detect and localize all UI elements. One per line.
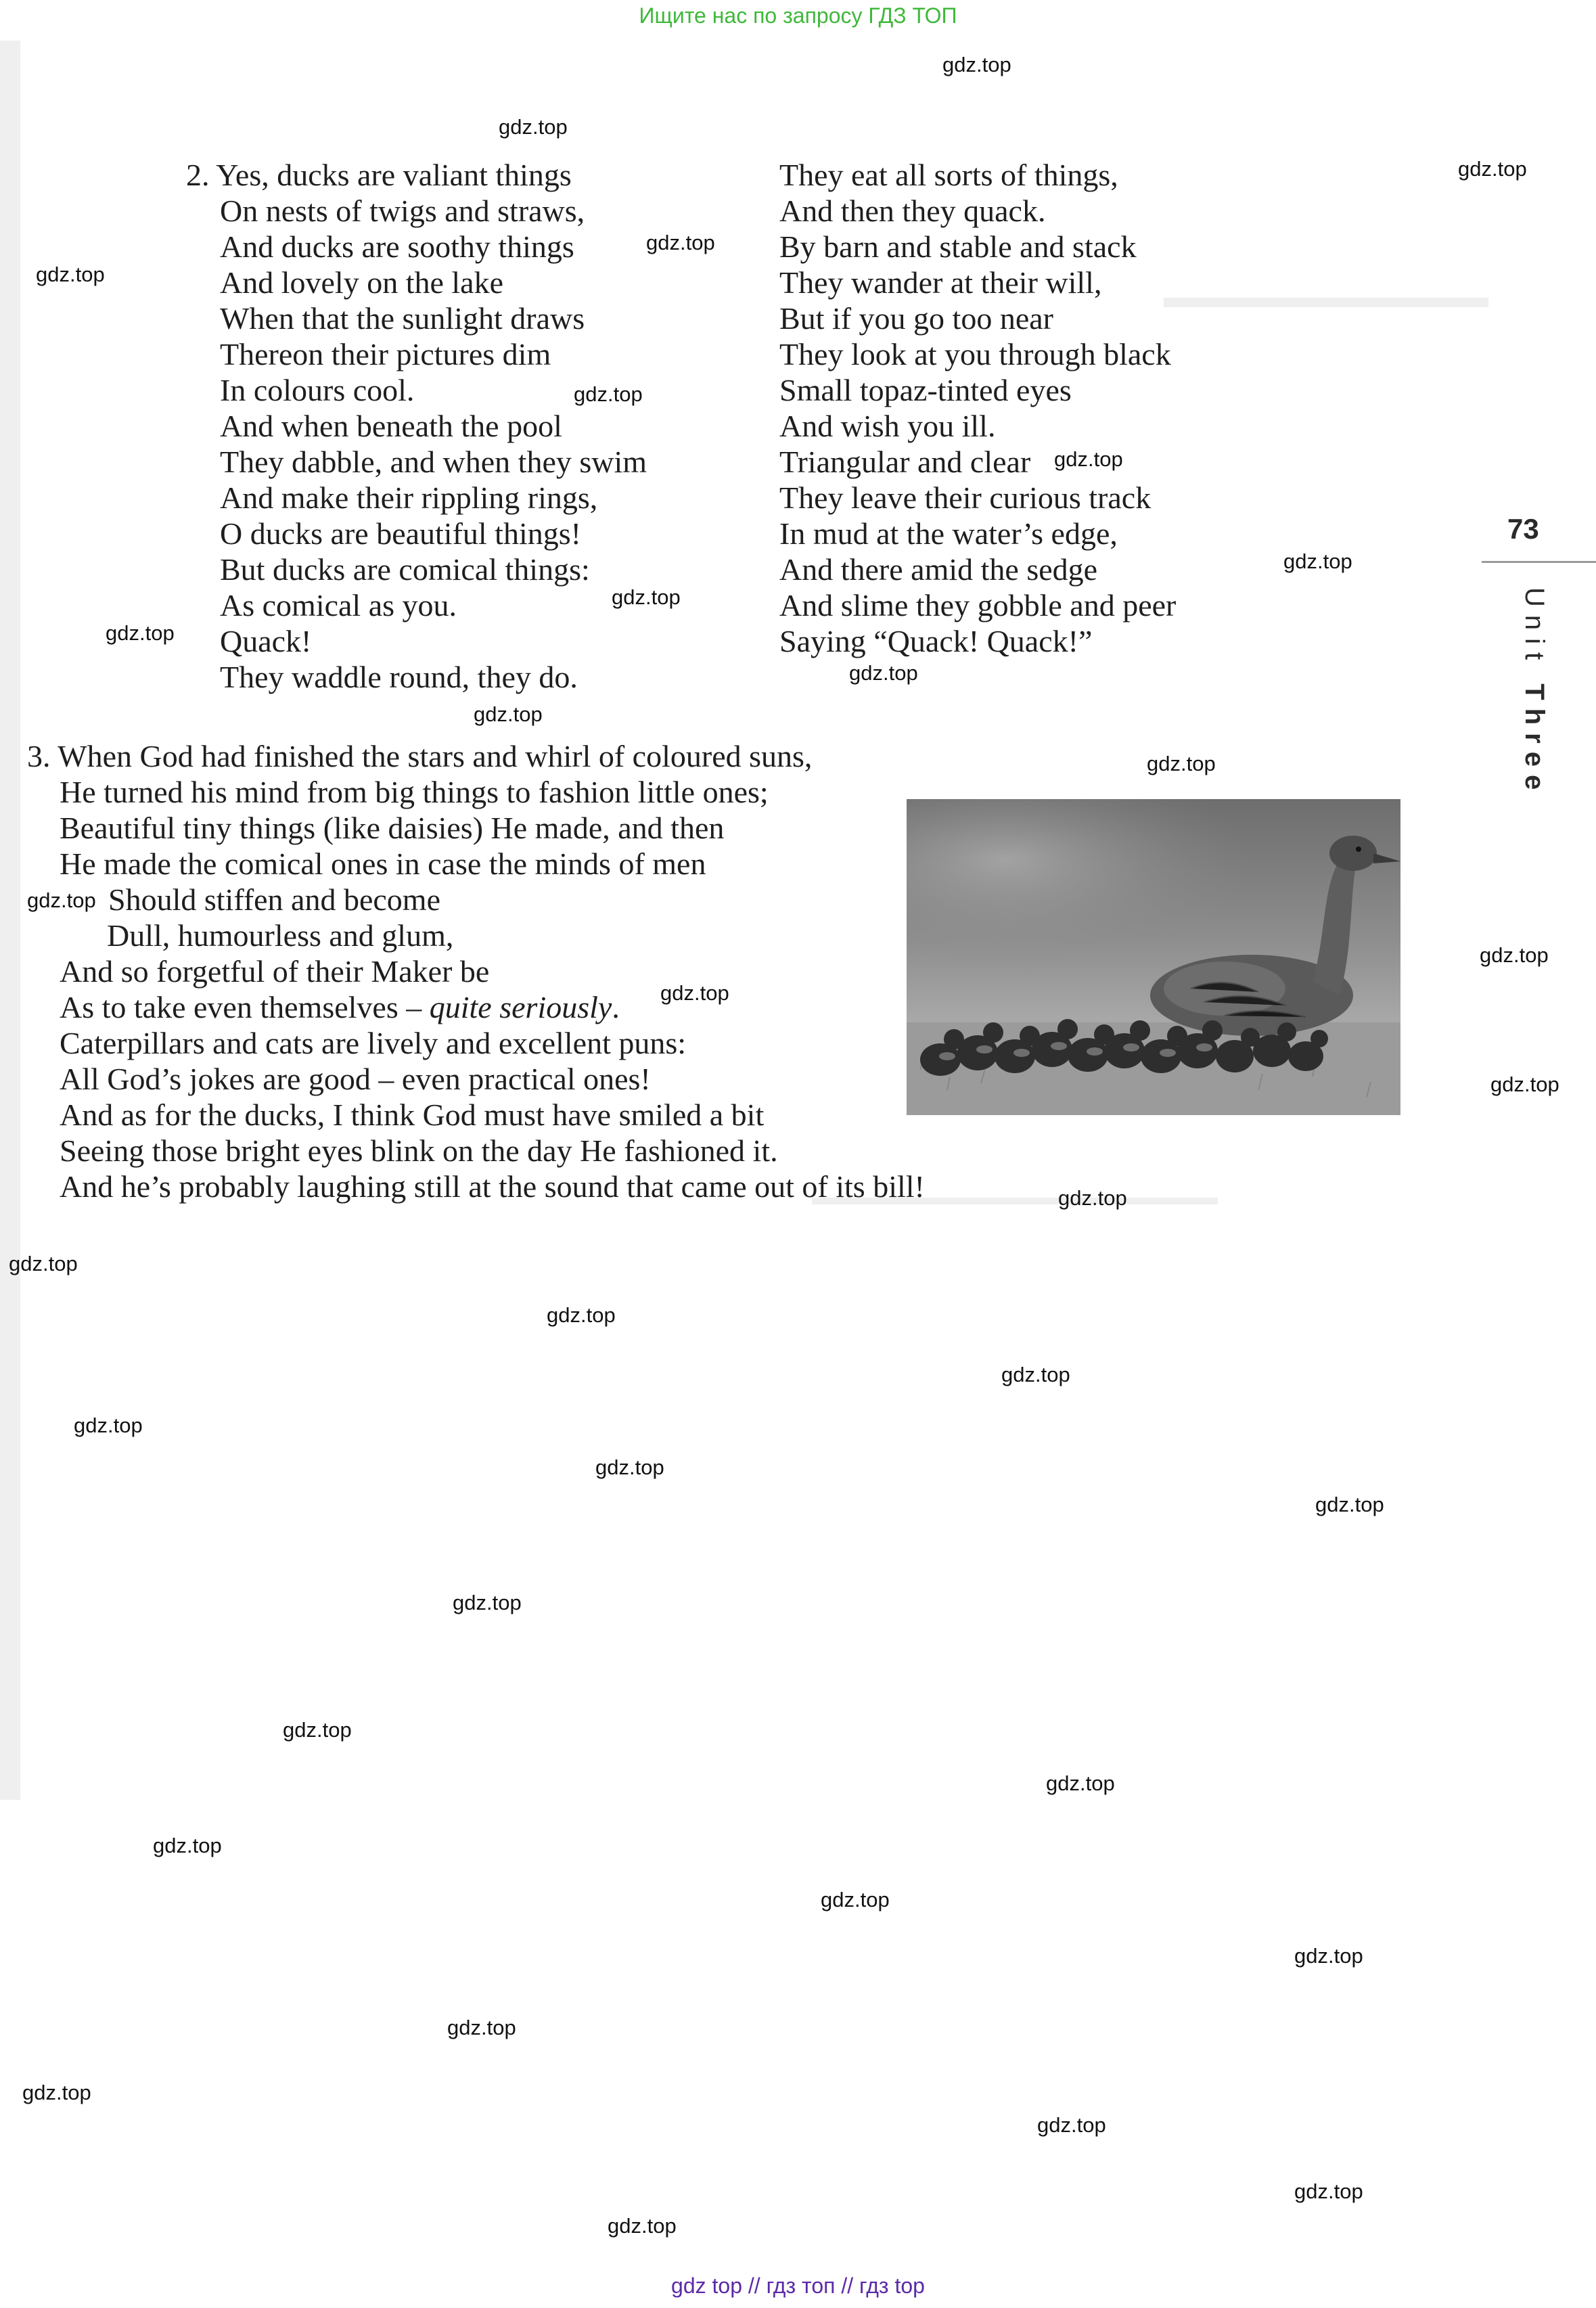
watermark[interactable]: gdz.top: [646, 231, 715, 254]
watermark[interactable]: gdz.top: [283, 1718, 352, 1742]
poem-line: 3. When God had finished the stars and whirl of coloured suns,: [27, 739, 813, 773]
poem-line: He made the comical ones in case the minds of men: [60, 846, 706, 881]
scan-shadow: [1164, 298, 1488, 307]
watermark[interactable]: gdz.top: [595, 1455, 664, 1479]
poem-line: And ducks are soothy things: [220, 229, 574, 264]
poem-line: But if you go too near: [779, 301, 1053, 336]
poem-line: And wish you ill.: [779, 409, 996, 443]
watermark[interactable]: gdz.top: [1490, 1072, 1559, 1096]
poem-2-left-column: [186, 157, 647, 695]
poem-line: And there amid the sedge: [779, 552, 1098, 587]
watermark[interactable]: gdz.top: [447, 2016, 516, 2039]
poem-line: And when beneath the pool: [220, 409, 562, 443]
poem-2-right-column: [779, 157, 1176, 659]
poem-line: He turned his mind from big things to fashion little ones;: [60, 775, 769, 809]
poem-line: And so forgetful of their Maker be: [60, 954, 490, 989]
poem-line: In colours cool.: [220, 373, 415, 407]
unit-label: [1519, 587, 1549, 798]
watermark[interactable]: gdz.top: [1294, 2179, 1363, 2203]
watermark[interactable]: gdz.top: [660, 981, 729, 1005]
poem-line: Quack!: [220, 624, 312, 658]
watermark[interactable]: gdz.top: [608, 2214, 677, 2238]
watermark[interactable]: gdz.top: [1480, 943, 1549, 967]
poem-line: Seeing those bright eyes blink on the day He fashioned it.: [60, 1133, 778, 1168]
watermark[interactable]: gdz.top: [574, 382, 643, 406]
duck-with-ducklings-photo: [907, 799, 1400, 1115]
watermark[interactable]: gdz.top: [106, 621, 175, 645]
watermark[interactable]: gdz.top: [27, 888, 96, 912]
watermark[interactable]: gdz.top: [36, 263, 105, 286]
footer-links[interactable]: gdz top // гдз топ // гдз top: [671, 2273, 925, 2298]
watermark[interactable]: gdz.top: [474, 702, 543, 726]
watermark[interactable]: gdz.top: [1458, 157, 1527, 181]
poem-line: Dull, humourless and glum,: [107, 918, 454, 953]
poem-line: Triangular and clear: [779, 445, 1031, 479]
unit-number: Three: [1520, 683, 1549, 798]
watermark[interactable]: gdz.top: [453, 1591, 522, 1614]
watermark[interactable]: gdz.top: [612, 585, 681, 609]
poem-line: 2. Yes, ducks are valiant things: [186, 158, 572, 192]
poem-line: And then they quack.: [779, 194, 1046, 228]
watermark[interactable]: gdz.top: [849, 661, 918, 685]
poem-line: Should stiffen and become: [108, 882, 440, 917]
watermark[interactable]: gdz.top: [1054, 447, 1123, 471]
poem-line: O ducks are beautiful things!: [220, 516, 581, 551]
italic-phrase: quite seriously: [429, 990, 612, 1024]
watermark[interactable]: gdz.top: [1315, 1493, 1384, 1516]
poem-line: And he’s probably laughing still at the sound that came out of its bill!: [60, 1169, 925, 1204]
poem-line: Thereon their pictures dim: [220, 337, 551, 371]
poem-line: Small topaz-tinted eyes: [779, 373, 1072, 407]
poem-line: They leave their curious track: [779, 480, 1152, 515]
poem-line: They eat all sorts of things,: [779, 158, 1118, 192]
poem-line: And lovely on the lake: [220, 265, 504, 300]
poem-line-text: As to take even themselves –: [60, 990, 422, 1024]
watermark[interactable]: gdz.top: [9, 1252, 78, 1275]
watermark[interactable]: gdz.top: [153, 1834, 222, 1857]
poem-line: In mud at the water’s edge,: [779, 516, 1118, 551]
poem-line: And make their rippling rings,: [220, 480, 598, 515]
poem-line: As comical as you.: [220, 588, 457, 623]
watermark[interactable]: gdz.top: [821, 1888, 890, 1911]
watermark[interactable]: gdz.top: [1147, 752, 1216, 775]
poem-line: When that the sunlight draws: [220, 301, 585, 336]
poem-line: But ducks are comical things:: [220, 552, 590, 587]
watermark[interactable]: gdz.top: [22, 2081, 91, 2104]
poem-line: By barn and stable and stack: [779, 229, 1137, 264]
watermark[interactable]: gdz.top: [547, 1303, 616, 1327]
poem-3: [27, 738, 925, 1204]
watermark[interactable]: gdz.top: [1046, 1771, 1115, 1795]
poem-line: They wander at their will,: [779, 265, 1102, 300]
poem-line: Caterpillars and cats are lively and excellent puns:: [60, 1026, 687, 1060]
poem-line: Beautiful tiny things (like daisies) He made, and then: [60, 811, 725, 845]
poem-line: They waddle round, they do.: [220, 660, 578, 694]
unit-word: Unit: [1520, 587, 1549, 669]
scan-shadow: [0, 41, 20, 1800]
poem-line: All God’s jokes are good – even practical ones!: [60, 1062, 651, 1096]
poem-line: They dabble, and when they swim: [220, 445, 647, 479]
poem-line-end: .: [612, 990, 620, 1024]
page-number: 73: [1507, 513, 1539, 545]
poem-line: [27, 989, 925, 1025]
watermark[interactable]: gdz.top: [499, 115, 568, 139]
poem-line: On nests of twigs and straws,: [220, 194, 585, 228]
watermark[interactable]: gdz.top: [1058, 1186, 1127, 1210]
poem-line: They look at you through black: [779, 337, 1171, 371]
watermark[interactable]: gdz.top: [1037, 2113, 1106, 2137]
watermark[interactable]: gdz.top: [942, 53, 1011, 76]
poem-line: And as for the ducks, I think God must have smiled a bit: [60, 1098, 765, 1132]
watermark[interactable]: gdz.top: [1001, 1363, 1070, 1386]
side-divider: [1482, 561, 1596, 563]
poem-line: And slime they gobble and peer: [779, 588, 1177, 623]
top-banner[interactable]: Ищите нас по запросу ГДЗ ТОП: [639, 3, 957, 28]
watermark[interactable]: gdz.top: [74, 1413, 143, 1437]
watermark[interactable]: gdz.top: [1294, 1944, 1363, 1968]
poem-line: Saying “Quack! Quack!”: [779, 624, 1093, 658]
watermark[interactable]: gdz.top: [1283, 549, 1352, 573]
